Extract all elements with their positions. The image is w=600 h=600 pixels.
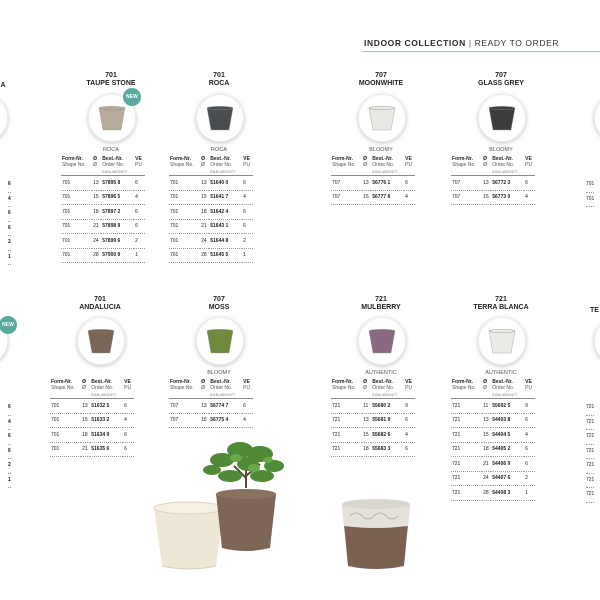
col-form: Form-Nr. Shape No. xyxy=(332,379,356,391)
table-row: 707 13 56776 1 6 xyxy=(331,176,415,191)
table-row: 707 15 56777 8 4 xyxy=(331,190,415,205)
product-name: TAUPE STONE xyxy=(86,80,136,87)
col-order: Best.-Nr. Order No. xyxy=(102,156,125,168)
partial-row: 721 xyxy=(586,459,594,474)
new-badge: NEW xyxy=(123,88,141,106)
col-order: Best.-Nr. Order No. xyxy=(372,156,395,168)
spec-table xyxy=(451,379,535,501)
left-partial-values-bottom xyxy=(8,401,11,488)
col-pu: VE PU xyxy=(405,156,413,168)
table-row: 701 18 51642 4 6 xyxy=(169,205,253,220)
table-row: 707 15 56775 4 4 xyxy=(169,413,253,428)
table-row: 721 18 55683 3 6 xyxy=(331,442,415,457)
product-image xyxy=(196,94,244,142)
product-image xyxy=(358,94,406,142)
ean-row: EAN-4002477 xyxy=(451,168,535,176)
product-number: 721 xyxy=(495,296,507,303)
product-name: ROCA xyxy=(208,80,230,87)
collection-title: INDOOR COLLECTION xyxy=(364,38,466,48)
table-row: 701 21 51643 1 6 xyxy=(169,219,253,234)
spec-table xyxy=(169,379,253,428)
col-pu: VE PU xyxy=(525,379,533,391)
col-form: Form-Nr. Shape No. xyxy=(332,156,356,168)
table-row: 701 24 51644 8 2 xyxy=(169,234,253,249)
col-form: Form-Nr. Shape No. xyxy=(170,379,194,391)
col-order: Best.-Nr. Order No. xyxy=(91,379,114,391)
table-row: 701 13 51632 5 6 xyxy=(50,399,134,414)
ean-row: EAN-4002477 xyxy=(169,391,253,399)
product-number: 707 xyxy=(375,72,387,79)
col-pu: VE PU xyxy=(135,156,143,168)
col-pu: VE PU xyxy=(124,379,132,391)
product-number: 721 xyxy=(375,296,387,303)
col-order: Best.-Nr. Order No. xyxy=(210,379,233,391)
table-row: 701 21 57898 9 6 xyxy=(61,219,145,234)
pot-icon xyxy=(368,329,396,355)
pot-icon xyxy=(87,329,115,355)
col-diameter: Ø Ø xyxy=(363,156,367,168)
pot-icon xyxy=(98,106,126,132)
product-title xyxy=(73,72,149,88)
table-row: 701 13 51640 0 6 xyxy=(169,176,253,191)
col-diameter: Ø Ø xyxy=(82,379,86,391)
product-title xyxy=(463,72,539,88)
partial-row: 1 xyxy=(8,474,11,489)
right-partial-image-bottom xyxy=(594,317,600,365)
table-row: 701 18 51634 9 6 xyxy=(50,428,134,443)
finish-label: AUTHENTIC xyxy=(485,370,517,376)
product-number: 707 xyxy=(495,72,507,79)
partial-row: 701 xyxy=(586,178,594,193)
table-row: 701 15 51633 2 4 xyxy=(50,413,134,428)
col-pu: VE PU xyxy=(243,156,251,168)
partial-row: 721 xyxy=(586,474,594,489)
right-partial-title: TE xyxy=(590,307,599,314)
table-row: 701 28 51645 5 1 xyxy=(169,248,253,263)
partial-row: 721 xyxy=(586,430,594,445)
spec-header xyxy=(169,156,253,168)
col-order: Best.-Nr. Order No. xyxy=(372,379,395,391)
table-row: 701 21 51635 6 6 xyxy=(50,442,134,457)
product-name: ANDALUCIA xyxy=(79,304,121,311)
table-row: 707 15 56773 0 4 xyxy=(451,190,535,205)
new-badge-left: NEW xyxy=(0,316,17,334)
col-diameter: Ø Ø xyxy=(201,379,205,391)
product-title xyxy=(343,72,419,88)
right-partial-values-top xyxy=(586,178,594,207)
partial-row: 701 xyxy=(586,193,594,208)
partial-row: 721 xyxy=(586,445,594,460)
col-pu: VE PU xyxy=(525,156,533,168)
partial-row: 6 xyxy=(8,178,11,193)
spec-header xyxy=(61,156,145,168)
partial-row: 6 xyxy=(8,222,11,237)
product-title xyxy=(62,296,138,312)
product-title xyxy=(463,296,539,312)
col-pu: VE PU xyxy=(405,379,413,391)
ean-row: EAN-4002477 xyxy=(331,391,415,399)
product-number: 701 xyxy=(105,72,117,79)
pot-icon xyxy=(206,106,234,132)
col-form: Form-Nr. Shape No. xyxy=(170,156,194,168)
authentic-pot-photo xyxy=(342,499,410,569)
product-name: MULBERRY xyxy=(361,304,401,311)
product-image xyxy=(196,317,244,365)
table-row: 701 15 51641 7 4 xyxy=(169,190,253,205)
table-row: 721 13 54403 8 6 xyxy=(451,413,535,428)
product-number: 701 xyxy=(213,72,225,79)
cream-pot-photo xyxy=(154,502,224,569)
col-diameter: Ø Ø xyxy=(483,379,487,391)
product-image xyxy=(478,317,526,365)
partial-row: 721 xyxy=(586,416,594,431)
finish-label: ROCA xyxy=(103,147,119,153)
table-row: 701 28 57900 9 1 xyxy=(61,248,145,263)
pot-icon xyxy=(206,329,234,355)
table-row: 701 18 57897 2 6 xyxy=(61,205,145,220)
col-form: Form-Nr. Shape No. xyxy=(452,379,476,391)
col-diameter: Ø Ø xyxy=(201,156,205,168)
product-name: TERRA BLANCA xyxy=(473,304,529,311)
table-row: 701 24 57899 6 2 xyxy=(61,234,145,249)
ean-row: EAN-4002477 xyxy=(169,168,253,176)
product-title xyxy=(181,72,257,88)
product-name: MOONWHITE xyxy=(358,80,404,87)
col-diameter: Ø Ø xyxy=(93,156,97,168)
product-name: MOSS xyxy=(208,304,230,311)
header-rule xyxy=(362,51,600,52)
header-separator: | xyxy=(468,38,472,48)
left-partial-image xyxy=(0,94,8,142)
right-partial-values-bottom xyxy=(586,401,594,503)
table-row: 701 13 57895 8 6 xyxy=(61,176,145,191)
table-row: 721 24 54407 6 2 xyxy=(451,471,535,486)
col-form: Form-Nr. Shape No. xyxy=(62,156,86,168)
spec-table xyxy=(61,156,145,263)
table-row: 707 13 56772 3 6 xyxy=(451,176,535,191)
col-diameter: Ø Ø xyxy=(363,379,367,391)
table-row: 721 18 54405 2 6 xyxy=(451,442,535,457)
table-row: 721 21 54406 9 6 xyxy=(451,457,535,472)
col-pu: VE PU xyxy=(243,379,251,391)
partial-row: 6 xyxy=(8,430,11,445)
partial-row: 4 xyxy=(8,416,11,431)
table-row: 721 13 55681 9 6 xyxy=(331,413,415,428)
table-row: 721 11 55692 5 9 xyxy=(451,399,535,414)
spec-header xyxy=(451,379,535,391)
spec-table xyxy=(50,379,134,457)
spec-table xyxy=(169,156,253,263)
spec-header xyxy=(50,379,134,391)
partial-row: 4 xyxy=(8,193,11,208)
left-partial-values-top xyxy=(8,178,11,265)
col-order: Best.-Nr. Order No. xyxy=(492,379,515,391)
table-row: 721 15 55682 6 4 xyxy=(331,428,415,443)
product-photos xyxy=(150,438,420,600)
partial-row: 2 xyxy=(8,236,11,251)
spec-header xyxy=(331,156,415,168)
ean-row: EAN-4002477 xyxy=(451,391,535,399)
table-row: 721 28 54408 3 1 xyxy=(451,486,535,501)
product-image xyxy=(77,317,125,365)
finish-label: ROCA xyxy=(211,147,227,153)
col-form: Form-Nr. Shape No. xyxy=(452,156,476,168)
col-order: Best.-Nr. Order No. xyxy=(492,156,515,168)
product-title xyxy=(181,296,257,312)
finish-label: BLOOMY xyxy=(489,147,513,153)
ean-row: EAN-4002477 xyxy=(331,168,415,176)
finish-label: BLOOMY xyxy=(369,147,393,153)
col-form: Form-Nr. Shape No. xyxy=(51,379,75,391)
left-partial-title: A xyxy=(0,82,6,89)
finish-label: BLOOMY xyxy=(207,370,231,376)
pot-icon xyxy=(488,329,516,355)
partial-row: 6 xyxy=(8,401,11,416)
collection-subtitle: READY TO ORDER xyxy=(474,38,560,48)
product-title xyxy=(343,296,419,312)
spec-header xyxy=(451,156,535,168)
table-row: 707 13 56774 7 6 xyxy=(169,399,253,414)
pot-icon xyxy=(368,106,396,132)
col-order: Best.-Nr. Order No. xyxy=(210,156,233,168)
product-image xyxy=(358,317,406,365)
ean-row: EAN-4002477 xyxy=(50,391,134,399)
ean-row: EAN-4002477 xyxy=(61,168,145,176)
pot-icon xyxy=(488,106,516,132)
col-diameter: Ø Ø xyxy=(483,156,487,168)
partial-row: 721 xyxy=(586,401,594,416)
spec-header xyxy=(331,379,415,391)
partial-row: 2 xyxy=(8,459,11,474)
product-image xyxy=(478,94,526,142)
product-number: 701 xyxy=(94,296,106,303)
partial-row: 1 xyxy=(8,251,11,266)
table-row: 721 11 55680 2 9 xyxy=(331,399,415,414)
partial-row: 6 xyxy=(8,445,11,460)
page-header xyxy=(364,38,559,48)
partial-row: 6 xyxy=(8,207,11,222)
finish-label: AUTHENTIC xyxy=(365,370,397,376)
partial-row: 721 xyxy=(586,488,594,503)
product-name: GLASS GREY xyxy=(478,80,524,87)
spec-table xyxy=(331,156,415,205)
table-row: 701 15 57896 5 4 xyxy=(61,190,145,205)
product-number: 707 xyxy=(213,296,225,303)
spec-header xyxy=(169,379,253,391)
right-partial-image xyxy=(594,94,600,142)
spec-table xyxy=(451,156,535,205)
table-row: 721 15 54404 5 4 xyxy=(451,428,535,443)
